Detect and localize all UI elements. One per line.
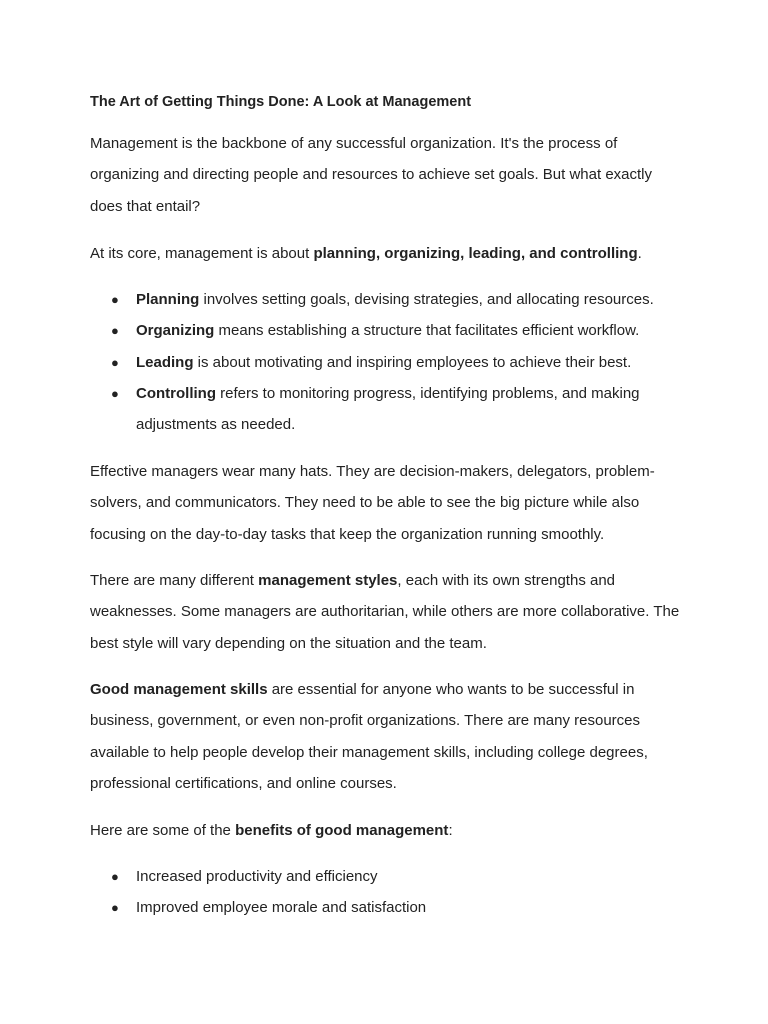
function-text: involves setting goals, devising strategies, and allocating resources. (199, 291, 654, 308)
bullet-icon: ● (111, 354, 119, 370)
benefits-intro-paragraph (90, 815, 680, 846)
core-paragraph (90, 238, 680, 269)
list-item (90, 861, 680, 892)
list-item (90, 347, 680, 378)
bullet-icon: ● (111, 323, 119, 339)
core-text-bold: planning, organizing, leading, and controlling (313, 245, 638, 262)
list-item (90, 315, 680, 346)
bullet-icon: ● (111, 292, 119, 307)
list-item (90, 284, 680, 315)
function-term: Controlling (136, 384, 216, 402)
benefits-text-bold: benefits of good management (235, 822, 449, 839)
bullet-icon: ● (111, 869, 119, 884)
function-text: is about motivating and inspiring employees to achieve their best. (193, 353, 632, 371)
styles-paragraph (90, 565, 680, 659)
bullet-icon: ● (111, 385, 119, 401)
core-text-before: At its core, management is about (90, 245, 314, 262)
skills-text-bold: Good management skills (90, 681, 268, 698)
bullet-icon: ● (111, 900, 119, 916)
core-text-after: . (637, 245, 642, 262)
function-term: Planning (136, 291, 200, 308)
managers-paragraph: Effective managers wear many hats. They are decision-makers, delegators, problem-solvers, and communicators. They need to be able to see the big picture while also focusing on the day-to-day tasks that keep the organization running smoothly. (90, 463, 655, 543)
skills-paragraph (90, 674, 680, 799)
functions-list (90, 284, 680, 440)
list-item (90, 892, 680, 923)
styles-text-before: There are many different (90, 572, 259, 589)
benefits-list (90, 861, 680, 924)
styles-text-after: , each with its own strengths and weaknesses. Some managers are authoritarian, while others are more collaborative. The best style will vary depending on the situation and the team. (90, 572, 680, 652)
list-item (90, 378, 680, 441)
benefits-text-after: : (448, 822, 453, 839)
function-text: means establishing a structure that facilitates efficient workflow. (214, 322, 640, 340)
document-title: The Art of Getting Things Done: A Look at Management (90, 94, 472, 110)
benefit-text: Improved employee morale and satisfaction (136, 899, 427, 917)
styles-text-bold: management styles (258, 572, 398, 589)
function-term: Organizing (136, 322, 215, 340)
function-term: Leading (136, 353, 194, 371)
benefit-text: Increased productivity and efficiency (136, 868, 378, 885)
intro-paragraph: Management is the backbone of any successful organization. It's the process of organizing and directing people and resources to achieve set goals. But what exactly does that entail? (90, 135, 653, 215)
skills-text-after: are essential for anyone who wants to be successful in business, government, or even non-profit organizations. There are many resources available to help people develop their management skills, including college degrees, professional certifications, and online courses. (90, 681, 648, 792)
benefits-text-before: Here are some of the (90, 822, 236, 839)
function-text: refers to monitoring progress, identifying problems, and making adjustments as needed. (136, 384, 640, 434)
